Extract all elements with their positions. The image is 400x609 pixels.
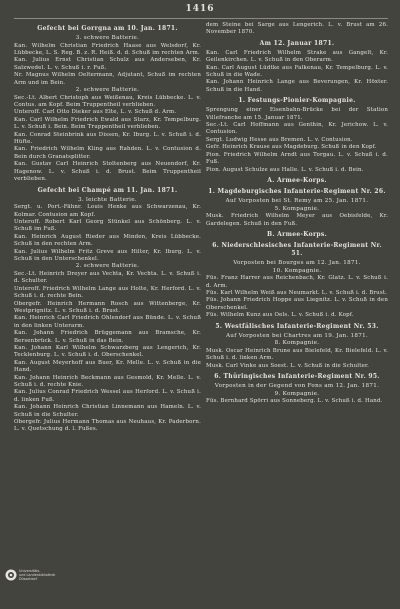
casualty-entry: Unteroff. Carl Otto Dieker aus Elte, L. v. Schuß d. Arm. — [14, 109, 177, 116]
section-heading: 5. Westfälisches Infanterie-Regiment Nr. 53. — [215, 322, 379, 330]
section-heading: 1. Festungs-Pionier-Kompagnie. — [238, 97, 356, 105]
casualty-entry: Kan. Carl August Lüdtke aus Falkenau, Kr. Tempelburg. L. v. Schuß in die Wade. — [206, 64, 388, 79]
header-rule — [14, 18, 388, 19]
casualty-entry: Sec.-Lt. Carl Hoffmann aus Genthin, Kr. Jerichow. L. v. Contusion. — [206, 122, 388, 136]
casualty-entry: Kan. Conrad Steinbrink aus Dissen, Kr. Iburg. L. v. Schuß i. d. Hüfte. — [14, 131, 201, 146]
page-number: 1416 — [185, 4, 215, 14]
subsection-heading: 8. Kompagnie. — [274, 340, 320, 347]
library-logo — [5, 566, 63, 584]
subsection-heading: Auf Vorposten bei St. Remy am 25. Jan. 1871. — [225, 197, 369, 204]
section-heading: Gefecht bei Champé am 11. Jan. 1871. — [37, 186, 178, 194]
subsection-heading: 3. leichte Batterie. — [78, 196, 137, 203]
section-heading: Am 12. Januar 1871. — [259, 39, 335, 47]
library-logo-line: und Landesbibliothek — [19, 572, 56, 577]
subsection-heading: 5. Kompagnie. — [274, 205, 320, 212]
section-heading: A. Armee-Korps. — [267, 176, 327, 184]
casualty-entry: Gefr. Heinrich Krause aus Magdeburg. Schuß in den Kopf. — [206, 144, 377, 151]
section-heading: 1. Magdeburgisches Infanterie-Regiment Nr. 26. — [208, 187, 386, 195]
casualty-entry: Kan. Carl Wilhelm Friedrich Ewald aus Starz, Kr. Tempelburg. L. v. Schuß i. Bein. Beim Truppentheil verblieben. — [14, 116, 201, 131]
casualty-entry: dem Steine bei Sarge aus Lengerich. L. v. Brust am 26. November 1870. — [206, 22, 388, 36]
casualty-entry: Füs. Wilhelm Kunz aus Oels. L. v. Schuß i. d. Kopf. — [206, 312, 354, 319]
library-logo-line: Universitäts- — [19, 568, 41, 573]
casualty-entry: Kan. Friedrich Wilhelm Kling aus Rahden. L. v. Contusion d. Bein durch Granatsplitter. — [14, 146, 201, 160]
subsection-heading: 3. schwere Batterie. — [75, 35, 140, 41]
casualty-entry: Unteroff. Friedrich Wilhelm Lange aus Holte, Kr. Herford. L. v. Schuß i. d. rechte Bein. — [14, 285, 201, 300]
casualty-entry: Kan. August Meyerhoff aus Buer, Kr. Melle. L. v. Schuß in die Hand. — [14, 359, 201, 374]
casualty-entry: Kan. Julius Conrad Friedrich Wessel aus Herford. L. v. Schuß i. d. linken Fuß. — [14, 389, 201, 403]
subsection-heading: 2. schwere Batterie. — [75, 263, 140, 270]
section-heading: 6. Niederschlesisches Infanterie-Regiment Nr. 51. — [212, 241, 382, 257]
casualty-entry: Füs. Franz Harrer aus Reichenbach, Kr. Glatz. L. v. Schuß i. d. Arm. — [206, 275, 388, 289]
library-logo-text — [19, 569, 55, 582]
casualty-entry: Kan. Heinrich August Rieder aus Minden, Kreis Lübbecke. Schuß in den rechten Arm. — [14, 233, 201, 248]
casualty-entry: Pion. Friedrich Wilhelm Arndt aus Torgau. L. v. Schuß i. d. Fuß. — [206, 151, 388, 166]
casualty-entry: Kan. Johann Friedrich Brüggemann aus Bramsche, Kr. Bersenbrück. L. v. Schuß in das Bein. — [14, 330, 201, 344]
casualty-entry: Füs. Johann Friedrich Hoppe aus Liegnitz. L. v. Schuß in den Oberschenkel. — [206, 297, 388, 311]
casualty-entry: Kan. Heinrich Carl Friedrich Ohlendorf aus Bünde. L. v. Schuß in den linken Unterarm. — [14, 315, 201, 329]
right-column — [206, 22, 388, 406]
casualty-entry: Kan. Johann Heinrich Lange aus Beverungen, Kr. Höxter. Schuß in die Hand. — [206, 79, 388, 93]
casualty-entry: Kan. Johann Heinrich Beckmann aus Gesmold, Kr. Melle. L. v. Schuß i. d. rechte Knie. — [14, 374, 201, 389]
casualty-entry: Kan. Julius Ernst Christian Schulz aus Anderseben, Kr. Salzwedel. L. v. Schuß i. r. Fuß. — [14, 57, 201, 71]
casualty-entry: Füs. Bernhard Spörri aus Sonneberg. L. v. Schuß i. d. Hand. — [206, 398, 383, 405]
casualty-entry: Sprengung einer Eisenbahn-Brücke bei der Station Villefranche am 15. Januar 1871. — [206, 107, 388, 121]
section-heading: 6. Thüringisches Infanterie-Regiment Nr. 95. — [214, 372, 380, 380]
casualty-entry: Kan. Johann Heinrich Christian Linnemann aus Hameln. L. v. Schuß in die Schulter. — [14, 404, 201, 418]
casualty-entry: Musk. Friedrich Wilhelm Meyer aus Oebisfelde, Kr. Gardelegen. Schuß in den Fuß. — [206, 213, 388, 227]
section-heading: Gefecht bei Gorrgna am 10. Jan. 1871. — [37, 25, 178, 32]
subsection-heading: 9. Kompagnie. — [274, 390, 320, 397]
section-heading: B. Armee-Korps. — [267, 230, 327, 238]
library-logo-line: Düsseldorf — [19, 577, 38, 582]
casualty-entry: Sergt. Ludwig Hesse aus Bremen. L. v. Contusion. — [206, 136, 353, 143]
casualty-entry: Kan. Gustav Carl Heinrich Stoltenberg aus Neuendorf, Kr. Hagenow. L. v. Schuß i. d. Brust. Beim Truppentheil verblieben. — [14, 161, 201, 183]
casualty-entry: Sec.-Lt. Albert Christoph aus Weißenau, Kreis Lübbecke. L. v. Contus. am Kopf. Beim Truppentheil verblieben. — [14, 94, 201, 109]
subsection-heading: Auf Vorposten bei Chartres am 19. Jan. 1871. — [225, 332, 369, 339]
casualty-entry: Musk. Carl Vinke aus Soest. L. v. Schuß in die Schulter. — [206, 362, 370, 369]
library-seal-icon — [5, 569, 17, 581]
casualty-entry: Füs. Karl Wilhelm Weiß aus Neumarkt. L. v. Schuß i. d. Brust. — [206, 289, 388, 296]
casualty-entry: Kan. Julius Wilhelm Fritz Greve aus Hilter, Kr. Iburg. L. v. Schuß in den Unterschenkel. — [14, 248, 201, 262]
casualty-entry: Sec.-Lt. Heinrich Dreyer aus Vechta, Kr. Vechta. L. v. Schuß i. d. Schulter. — [14, 270, 201, 285]
casualty-entry: Obergefr. Heinrich Hermann Rosch aus Wittenberge, Kr. Westprignitz. L. v. Schuß i. d. Brust. — [14, 300, 201, 314]
casualty-entry: Pion. August Schulze aus Halle. L. v. Schuß i. d. Bein. — [206, 166, 364, 173]
left-column — [14, 22, 201, 434]
subsection-heading: 2. schwere Batterie. — [75, 87, 140, 94]
subsection-heading: 10. Kompagnie. — [272, 267, 322, 274]
subsection-heading: Vorposten in der Gegend von Fons am 12. Jan. 1871. — [214, 382, 380, 389]
casualty-entry: Sergt. u. Port.-Fähnr. Louis Henke aus Schwarzenau, Kr. Kolmar. Contusion am Kopf. — [14, 204, 201, 218]
casualty-entry: Kan. Johann Karl Wilhelm Schwarzberg aus Lengerich, Kr. Tecklenburg. L. v. Schuß i. d. Oberschenkel. — [14, 345, 201, 359]
casualty-entry: Kan. Carl Friedrich Wilhelm Strake aus Gangelt, Kr. Geilenkirchen. L. v. Schuß in den Oberarm. — [206, 49, 388, 64]
casualty-entry: Nr. Magnus Wilhelm Oeltermann, Adjutant, Schuß im rechten Arm und im Bein. — [14, 72, 201, 86]
casualty-entry: Musk. Oscar Heinrich Brune aus Bielefeld, Kr. Bielefeld. L. v. Schuß i. d. linken Arm. — [206, 347, 388, 362]
casualty-entry: Obergefr. Julius Hermann Thomas aus Neuhaus, Kr. Paderborn. L. v. Quetschung d. l. Fußes. — [14, 419, 201, 433]
casualty-entry: Unteroff. Robert Karl Georg Stünkel aus Schönberg. L. v. Schuß im Fuß. — [14, 218, 201, 233]
casualty-entry: Kan. Wilhelm Christian Friedrich Haase aus Welsdorf, Kr. Lübbecke, L. S. Reg. B. z. R. Heiß. d. d. Schuß im rechten Arm. — [14, 42, 201, 56]
subsection-heading: Vorposten bei Bourges am 12. Jan. 1871. — [233, 259, 361, 266]
